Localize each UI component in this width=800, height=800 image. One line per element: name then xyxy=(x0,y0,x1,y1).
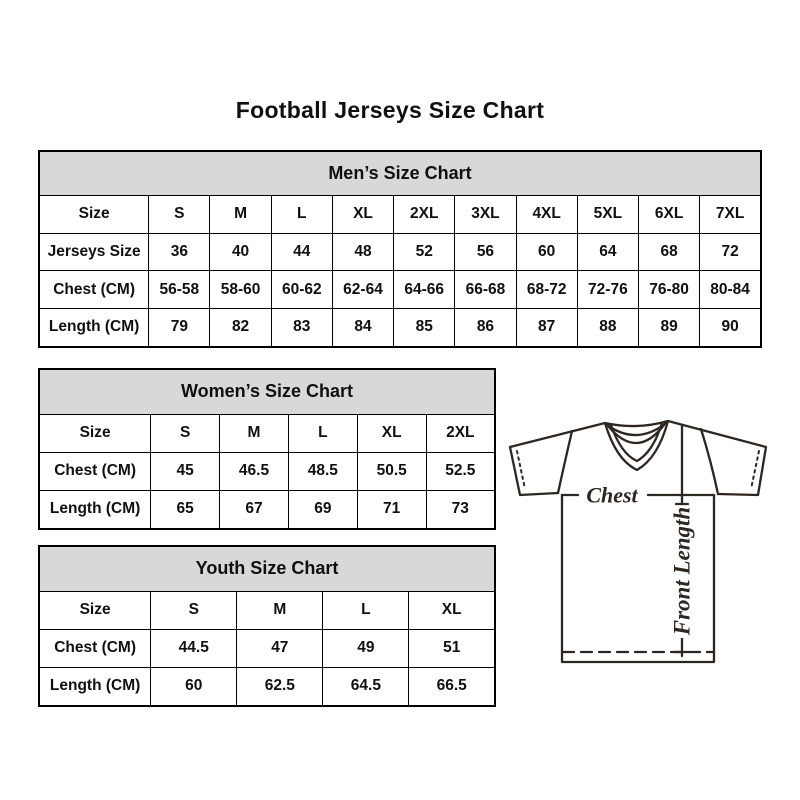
cell: 62.5 xyxy=(237,667,323,706)
cell: 80-84 xyxy=(700,271,761,309)
cell: 44 xyxy=(271,233,332,271)
cell: 62-64 xyxy=(332,271,393,309)
table-header-row xyxy=(39,591,495,629)
cell: 73 xyxy=(426,490,495,529)
cell: 66.5 xyxy=(409,667,495,706)
jersey-measurement-diagram xyxy=(502,404,774,666)
cell: 56 xyxy=(455,233,516,271)
cell: 68 xyxy=(638,233,699,271)
header-row-label: Size xyxy=(39,591,151,629)
cell: 86 xyxy=(455,308,516,347)
table-header-row xyxy=(39,196,761,234)
column-header: 3XL xyxy=(455,196,516,234)
table-row xyxy=(39,452,495,490)
column-header: XL xyxy=(332,196,393,234)
table-title-row xyxy=(39,546,495,591)
row-label: Length (CM) xyxy=(39,667,151,706)
cell: 90 xyxy=(700,308,761,347)
table-title: Women’s Size Chart xyxy=(39,369,495,414)
table-row xyxy=(39,308,761,347)
column-header: 2XL xyxy=(394,196,455,234)
cell: 44.5 xyxy=(151,629,237,667)
cell: 68-72 xyxy=(516,271,577,309)
womens-table-grid xyxy=(38,368,496,530)
row-label: Chest (CM) xyxy=(39,271,149,309)
cell: 60 xyxy=(151,667,237,706)
cell: 88 xyxy=(577,308,638,347)
column-header: S xyxy=(151,591,237,629)
cell: 36 xyxy=(149,233,210,271)
cell: 48.5 xyxy=(288,452,357,490)
cell: 47 xyxy=(237,629,323,667)
cell: 49 xyxy=(323,629,409,667)
cell: 85 xyxy=(394,308,455,347)
womens-size-chart-table xyxy=(38,368,496,530)
cell: 46.5 xyxy=(220,452,289,490)
cell: 51 xyxy=(409,629,495,667)
row-label: Chest (CM) xyxy=(39,629,151,667)
column-header: M xyxy=(237,591,323,629)
left-armhole-curve xyxy=(558,431,572,493)
column-header: L xyxy=(323,591,409,629)
cell: 69 xyxy=(288,490,357,529)
cell: 50.5 xyxy=(357,452,426,490)
column-header: 5XL xyxy=(577,196,638,234)
table-row xyxy=(39,667,495,706)
header-row-label: Size xyxy=(39,196,149,234)
youth-size-chart-table xyxy=(38,545,496,707)
cell: 66-68 xyxy=(455,271,516,309)
column-header: XL xyxy=(409,591,495,629)
cell: 89 xyxy=(638,308,699,347)
column-header: L xyxy=(271,196,332,234)
table-row xyxy=(39,490,495,529)
cell: 79 xyxy=(149,308,210,347)
header-row-label: Size xyxy=(39,414,151,452)
cell: 52.5 xyxy=(426,452,495,490)
cell: 64-66 xyxy=(394,271,455,309)
column-header: 4XL xyxy=(516,196,577,234)
chest-label: Chest xyxy=(586,482,638,508)
column-header: 6XL xyxy=(638,196,699,234)
table-header-row xyxy=(39,414,495,452)
cell: 45 xyxy=(151,452,220,490)
cell: 56-58 xyxy=(149,271,210,309)
column-header: S xyxy=(149,196,210,234)
row-label: Length (CM) xyxy=(39,308,149,347)
cell: 82 xyxy=(210,308,271,347)
column-header: 7XL xyxy=(700,196,761,234)
mens-table-grid xyxy=(38,150,762,348)
cell: 83 xyxy=(271,308,332,347)
cell: 40 xyxy=(210,233,271,271)
cell: 60 xyxy=(516,233,577,271)
table-title-row xyxy=(39,369,495,414)
column-header: L xyxy=(288,414,357,452)
page-title: Football Jerseys Size Chart xyxy=(235,97,545,123)
cell: 84 xyxy=(332,308,393,347)
row-label: Length (CM) xyxy=(39,490,151,529)
column-header: M xyxy=(210,196,271,234)
cell: 71 xyxy=(357,490,426,529)
jersey-outline xyxy=(510,421,766,662)
row-label: Jerseys Size xyxy=(39,233,149,271)
table-row xyxy=(39,233,761,271)
cell: 65 xyxy=(151,490,220,529)
cell: 72-76 xyxy=(577,271,638,309)
column-header: 2XL xyxy=(426,414,495,452)
cell: 58-60 xyxy=(210,271,271,309)
cell: 48 xyxy=(332,233,393,271)
cell: 76-80 xyxy=(638,271,699,309)
cell: 72 xyxy=(700,233,761,271)
table-row xyxy=(39,271,761,309)
column-header: M xyxy=(220,414,289,452)
column-header: S xyxy=(151,414,220,452)
column-header: XL xyxy=(357,414,426,452)
cell: 64 xyxy=(577,233,638,271)
table-title: Men’s Size Chart xyxy=(39,151,761,196)
table-row xyxy=(39,629,495,667)
front-length-label: Front Length xyxy=(669,506,695,636)
table-title: Youth Size Chart xyxy=(39,546,495,591)
cell: 64.5 xyxy=(323,667,409,706)
cell: 52 xyxy=(394,233,455,271)
jersey-outline-graphic xyxy=(502,404,774,666)
table-title-row xyxy=(39,151,761,196)
right-armhole-curve xyxy=(701,429,718,494)
cell: 87 xyxy=(516,308,577,347)
cell: 67 xyxy=(220,490,289,529)
collar-top-line xyxy=(605,421,668,426)
row-label: Chest (CM) xyxy=(39,452,151,490)
right-cuff-dotted-line xyxy=(751,451,759,489)
youth-table-grid xyxy=(38,545,496,707)
cell: 60-62 xyxy=(271,271,332,309)
mens-size-chart-table xyxy=(38,150,762,348)
